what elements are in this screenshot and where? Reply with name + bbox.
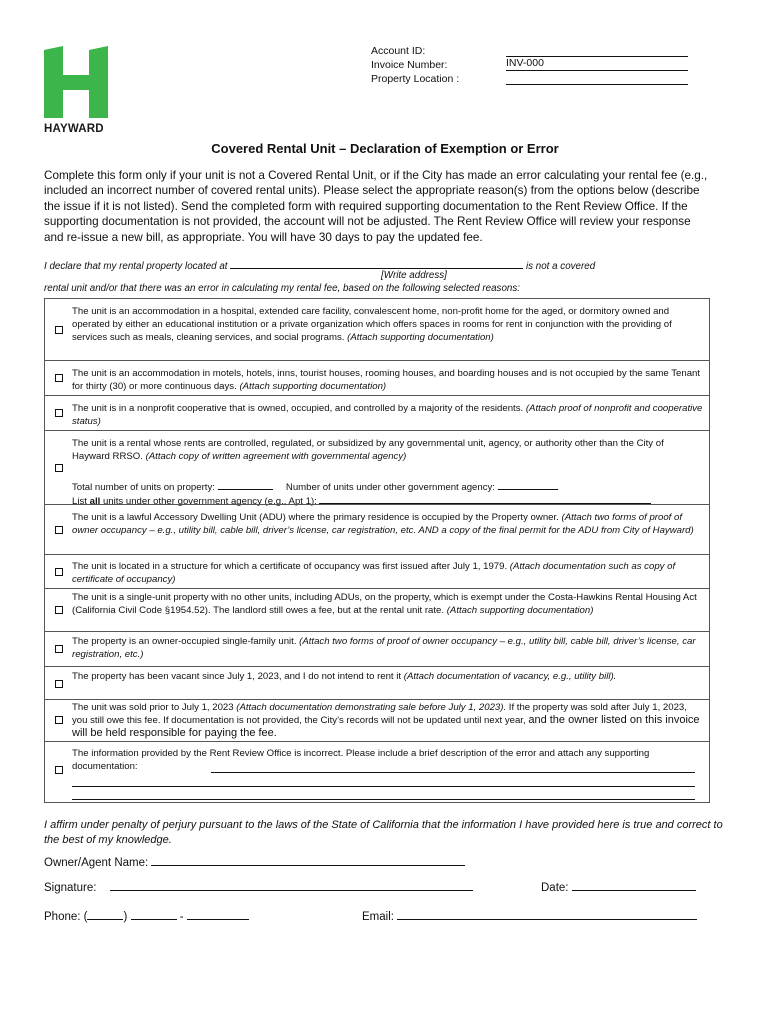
form-title: Covered Rental Unit – Declaration of Exemption or Error [211,141,559,156]
account-labels [371,44,459,86]
invoice-number-field[interactable]: INV-000 [506,57,688,71]
logo-text: HAYWARD [44,123,104,135]
option-text: The property has been vacant since July 1, 2023, and I do not intend to rent it (Attach documentation of vacancy, e.g., utility bill). [72,671,617,682]
invoice-number-label: Invoice Number: [371,59,448,71]
owner-name-row [44,853,465,869]
checkbox-sold[interactable] [55,716,63,724]
option-text: The unit is an accommodation in a hospital, extended care facility, convalescent home, non-profit home for the aged, or dormitory owned and operated by either an educational institution or a private organization which offers spaces in rooms for rent in conjunction with the providing of services such as meals, cleaning services, and social programs. (Attach supporting documentation) [72,306,672,344]
phone-area-field[interactable] [87,907,123,920]
option-government [45,430,709,505]
email-label: Email: [362,911,394,923]
intro-paragraph: Complete this form only if your unit is not a Covered Rental Unit, or if the City has made an error calculating your rental fee (e.g., included an incorrect number of covered rental units). Please select the appropriate reason(s) from the options below (describe the issue if it is not listed). Send the completed form with required supporting documentation to the Rent Review Office. If the supporting documentation is not provided, the account will not be adjusted. The Rent Review Office will review your response and re-issue a new bill, as appropriate. You will have 30 days to pay the updated fee. [44,169,708,244]
email-field[interactable] [397,907,697,920]
option-text: The unit was sold prior to July 1, 2023 (Attach documentation demonstrating sale before July 1, 2023). If the property was sold after July 1, 2023, you still owe this fee. If documentation is not provided, the City’s records will not be updated until next year, and the owner listed on this invoice will be held responsible for paying the fee. [72,702,700,740]
checkbox-hospital[interactable] [55,326,63,334]
phone-prefix-field[interactable] [131,907,177,920]
checkbox-motel[interactable] [55,374,63,382]
email-row [362,907,697,923]
option-single-unit [45,588,709,632]
other-units-field[interactable] [498,477,558,490]
address-hint: [Write address] [381,270,447,281]
signature-row [44,878,473,894]
checkbox-owner-occupied[interactable] [55,645,63,653]
date-label: Date: [541,882,569,894]
option-text: The property is an owner-occupied single-family unit. (Attach two forms of proof of owner occupancy – e.g., utility bill, cable bill, driver’s license, car registration, etc.) [72,636,696,661]
list-units-line: List all units under other government agency (e.g., Apt 1): [72,491,651,507]
option-text: The information provided by the Rent Review Office is incorrect. Please include a brief description of the error and attach any supporting documentation: [72,748,650,773]
declaration-line-2: rental unit and/or that there was an error in calculating my rental fee, based on the following selected reasons: [44,283,520,294]
checkbox-cooperative[interactable] [55,409,63,417]
phone-line-field[interactable] [187,907,249,920]
option-text: The unit is a single-unit property with no other units, including ADUs, on the property, which is exempt under the Costa-Hawkins Rental Housing Act (California Civil Code §1954.52). The landlord still owes a fee, but at the rental unit rate. (Attach supporting documentation) [72,592,697,617]
option-text: The unit is an accommodation in motels, hotels, inns, tourist houses, rooming houses, and boarding houses and is not occupied by the same Tenant for thirty (30) or more continuous days. (Attach supporting documentation) [72,368,701,393]
date-row [541,878,696,894]
option-vacant [45,666,709,700]
option-certificate [45,554,709,589]
option-motel [45,360,709,396]
option-hospital [45,299,709,360]
signature-label: Signature: [44,882,97,894]
list-units-field[interactable] [319,491,651,504]
address-field[interactable] [230,256,523,269]
date-field[interactable] [572,878,696,891]
checkbox-single-unit[interactable] [55,606,63,614]
owner-name-field[interactable] [151,853,465,866]
error-description-line-2[interactable] [72,774,695,787]
checkbox-adu[interactable] [55,526,63,534]
signature-field[interactable] [110,878,473,891]
affirmation-text: I affirm under penalty of perjury pursuant to the laws of the State of California that the information I have provided here is true and correct to the best of my knowledge. [44,819,723,846]
declaration-suffix: is not a covered [525,261,596,272]
property-location-label: Property Location : [371,73,460,85]
option-text: The unit is in a nonprofit cooperative that is owned, occupied, and controlled by a majority of the residents. (Attach proof of nonprofit and cooperative status) [72,403,703,428]
owner-name-label: Owner/Agent Name: [44,857,149,869]
checkbox-certificate[interactable] [55,568,63,576]
error-description-line-3[interactable] [72,787,695,800]
option-text: The unit is located in a structure for which a certificate of occupancy was first issued after July 1, 1979. (Attach documentation such as copy of certificate of occupancy) [72,561,676,586]
option-incorrect-info [45,741,709,803]
property-location-field[interactable] [506,71,688,85]
hayward-h-icon [44,46,108,118]
checkbox-government[interactable] [55,464,63,472]
option-cooperative [45,395,709,431]
declaration-line-1 [44,256,595,272]
phone-row: Phone: ( ) - [44,907,249,923]
account-id-label: Account ID: [371,45,426,57]
total-units-field[interactable] [218,477,273,490]
option-sold [45,699,709,742]
units-line: Total number of units on property: Number of units under other government agency: [72,477,558,493]
phone-label: Phone: ( [44,911,88,923]
exemption-options [44,298,710,803]
checkbox-vacant[interactable] [55,680,63,688]
error-description-line-1[interactable] [211,760,695,773]
checkbox-incorrect-info[interactable] [55,766,63,774]
hayward-logo [44,46,110,135]
option-text: The unit is a lawful Accessory Dwelling Unit (ADU) where the primary residence is occupied by the Property owner. (Attach two forms of proof of owner occupancy – e.g., utility bill, cable bill, driver’s license, car registration, etc. AND a copy of the final permit for the ADU from City of Hayward) [72,512,694,537]
option-owner-occupied [45,631,709,667]
declaration-prefix: I declare that my rental property located at [44,261,228,272]
account-id-field[interactable] [506,43,688,57]
option-adu [45,504,709,555]
option-text: The unit is a rental whose rents are controlled, regulated, or subsidized by any governmental unit, agency, or authority other than the City of Hayward RRSO. (Attach copy of written agreement with governmental agency) [72,438,664,463]
